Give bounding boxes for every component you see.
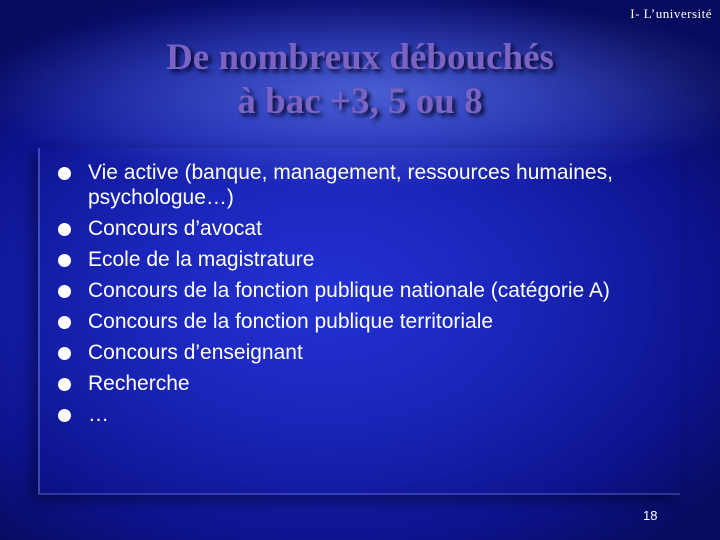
bullet-item [58, 216, 678, 241]
slide-title [0, 36, 720, 124]
bullet-item [58, 371, 678, 396]
title-line-2: à bac +3, 5 ou 8 [237, 81, 483, 122]
bullet-text: Vie active (banque, management, ressources humaines, psychologue…) [88, 161, 613, 209]
bullet-item [58, 278, 678, 303]
bullet-dot-icon [58, 223, 71, 236]
bullet-item [58, 309, 678, 334]
bullet-text: Concours d’enseignant [88, 341, 303, 364]
bullet-dot-icon [58, 316, 71, 329]
bullet-text: Recherche [88, 372, 190, 395]
bullet-dot-icon [58, 347, 71, 360]
page-number: 18 [643, 508, 658, 523]
section-label: I- L’université [630, 6, 712, 21]
bullet-dot-icon [58, 167, 71, 180]
bullet-item [58, 402, 678, 427]
bullet-text: … [88, 403, 109, 426]
bullet-item [58, 247, 678, 272]
bullet-text: Ecole de la magistrature [88, 248, 315, 271]
bullet-text: Concours de la fonction publique territoriale [88, 310, 494, 333]
bullet-dot-icon [58, 409, 71, 422]
bullet-item [58, 160, 678, 210]
bullet-text: Concours de la fonction publique nationale (catégorie A) [88, 279, 610, 302]
bullet-dot-icon [58, 285, 71, 298]
bullet-dot-icon [58, 378, 71, 391]
bullet-text: Concours d’avocat [88, 217, 262, 240]
bullet-list [58, 160, 678, 433]
title-line-1: De nombreux débouchés [166, 37, 554, 78]
bullet-dot-icon [58, 254, 71, 267]
bullet-item [58, 340, 678, 365]
